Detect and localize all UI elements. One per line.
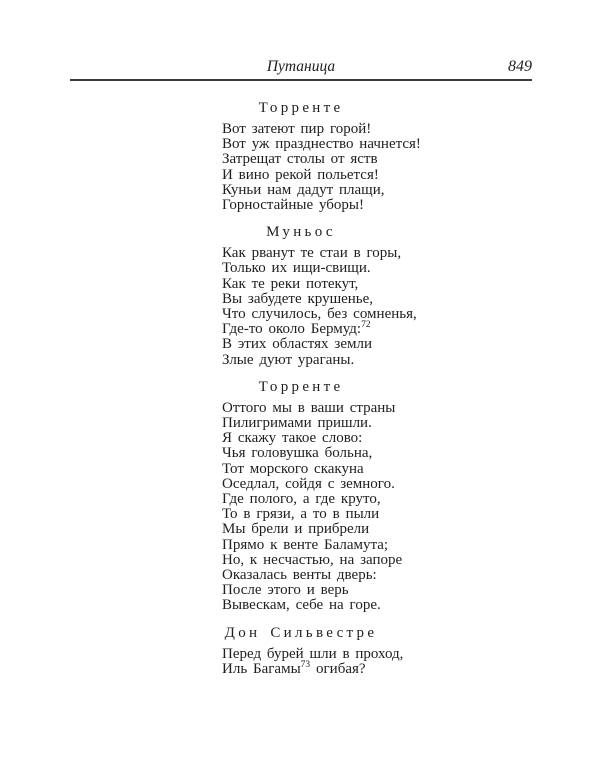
verse-text: В этих областях земли [222, 336, 372, 353]
verse-line [222, 446, 532, 461]
verse-lines [70, 122, 532, 213]
verse-text-tail: огибая? [310, 660, 366, 677]
verse-text: Куньи нам дадут плащи, [222, 181, 385, 198]
verse-text: Оказалась венты дверь: [222, 567, 377, 584]
verse-text: После этого и верь [222, 582, 349, 599]
poem-body [70, 81, 532, 677]
verse-text: То в грязи, а то в пыли [222, 506, 380, 523]
verse-line [222, 522, 532, 537]
verse-text: Вот затеют пир горой! [222, 121, 372, 137]
speech-block [70, 625, 532, 677]
verse-line [222, 477, 532, 492]
verse-text: И вино рекой польется! [222, 166, 379, 183]
verse-line [222, 322, 532, 337]
verse-line [222, 292, 532, 307]
speaker-name: Дон Сильвестре [224, 624, 378, 641]
verse-line [222, 277, 532, 292]
verse-line [222, 183, 532, 198]
verse-text: Где-то около Бермуд: [222, 321, 362, 338]
verse-text: Пилигримами пришли. [222, 415, 372, 432]
speech-block [70, 224, 532, 368]
verse-text: Но, к несчастью, на запоре [222, 551, 403, 568]
verse-line [222, 198, 532, 213]
verse-lines [70, 246, 532, 368]
verse-line [222, 152, 532, 167]
footnote-marker: 72 [361, 320, 371, 331]
verse-line [222, 416, 532, 431]
verse-text: Злые дуют ураганы. [222, 351, 355, 368]
verse-text: Чья головушка больна, [222, 445, 373, 462]
verse-line [222, 122, 532, 137]
speaker-name: Торренте [258, 100, 344, 116]
verse-text: Вы забудете крушенье, [222, 290, 374, 307]
verse-line [222, 568, 532, 583]
verse-lines [70, 401, 532, 614]
verse-text: Прямо к венте Баламута; [222, 536, 389, 553]
verse-text: Затрещат столы от яств [222, 151, 378, 168]
verse-lines [70, 647, 532, 677]
speaker-name: Муньос [266, 224, 336, 241]
verse-text: Иль Багамы [222, 660, 301, 677]
verse-text: Вот уж празднество начнется! [222, 136, 421, 153]
verse-text: Оттого мы в ваши страны [222, 399, 396, 416]
verse-line [222, 431, 532, 446]
page-number: 849 [508, 58, 532, 75]
verse-line [222, 246, 532, 261]
speech-block [70, 100, 532, 213]
verse-line [222, 538, 532, 553]
verse-text: Я скажу такое слово: [222, 430, 363, 447]
verse-text: Горностайные уборы! [222, 197, 364, 214]
verse-line [222, 598, 532, 613]
verse-line [222, 553, 532, 568]
verse-text: Вывескам, себе на горе. [222, 597, 381, 614]
footnote-marker: 73 [300, 659, 311, 670]
verse-line [222, 168, 532, 183]
verse-line [222, 647, 532, 662]
verse-text: Мы брели и прибрели [222, 521, 370, 538]
verse-line [222, 337, 532, 352]
verse-line [222, 137, 532, 152]
verse-text: Что случилось, без сомненья, [222, 306, 417, 323]
verse-text: Оседлал, сойдя с земного. [222, 475, 395, 492]
verse-line [222, 307, 532, 322]
verse-line [222, 261, 532, 276]
running-head [70, 58, 532, 76]
verse-line [222, 462, 532, 477]
verse-text: Тот морского скакуна [222, 460, 364, 477]
verse-line [222, 583, 532, 598]
verse-line [222, 659, 532, 677]
speaker-name: Торренте [258, 378, 344, 395]
verse-line [222, 492, 532, 507]
verse-line [222, 353, 532, 368]
verse-line [222, 401, 532, 416]
speech-block [70, 379, 532, 614]
verse-text: Как те реки потекут, [222, 275, 359, 292]
verse-text: Как рванут те стаи в горы, [222, 245, 402, 262]
verse-text: Где полого, а где круто, [222, 491, 381, 508]
verse-text: Только их ищи-свищи. [222, 260, 371, 277]
running-head-title: Путаница [266, 58, 336, 75]
verse-line [222, 507, 532, 522]
verse-text: Перед бурей шли в проход, [222, 645, 404, 662]
